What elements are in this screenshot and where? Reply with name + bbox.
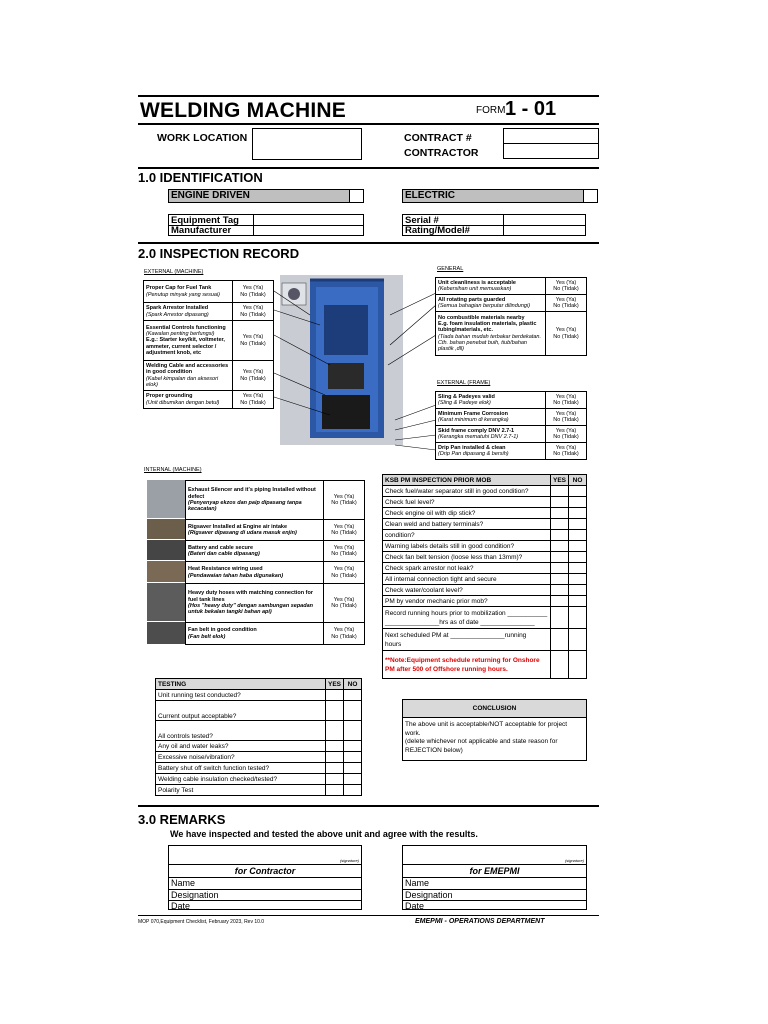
emepmi-date-field[interactable]: Date: [403, 900, 586, 912]
remarks-statement: We have inspected and tested the above unit and agree with the results.: [170, 829, 478, 839]
conclusion-line2: (delete whichever not applicable and state reason for REJECTION below): [405, 738, 558, 754]
equipment-tag-label: Equipment Tag: [171, 215, 239, 226]
testing-yes-cell[interactable]: [326, 701, 344, 721]
ksb-no-cell[interactable]: [569, 596, 587, 607]
emepmi-signature-block: [402, 845, 587, 910]
running-hours-line2: _______________hrs as of date _______________: [385, 618, 535, 626]
for-contractor-label: for Contractor: [169, 864, 361, 877]
testing-item: All controls tested?: [156, 721, 326, 741]
testing-no-cell[interactable]: [344, 752, 362, 763]
testing-item: Current output acceptable?: [156, 701, 326, 721]
conclusion-title: CONCLUSION: [403, 700, 586, 718]
ksb-item: PM by vendor mechanic prior mob?: [383, 596, 551, 607]
signature-caption: (signature): [564, 858, 584, 863]
ksb-title: KSB PM INSPECTION PRIOR MOB: [383, 475, 551, 486]
remarks-heading: 3.0 REMARKS: [138, 812, 226, 827]
testing-yes-cell[interactable]: [326, 785, 344, 796]
general-title: GENERAL: [437, 266, 464, 272]
testing-yes-cell[interactable]: [326, 721, 344, 741]
ksb-no-cell[interactable]: [569, 629, 587, 651]
ksb-item: Check water/coolant level?: [383, 585, 551, 596]
emepmi-designation-field[interactable]: Designation: [403, 889, 586, 901]
ksb-yes-cell[interactable]: [551, 497, 569, 508]
ksb-item: Check fuel/water separator still in good condition?: [383, 486, 551, 497]
contractor-signature-block: [168, 845, 362, 910]
running-hours-line1: Record running hours prior to mobilization ___________: [385, 609, 548, 617]
testing-no-cell[interactable]: [344, 701, 362, 721]
external-frame-title: EXTERNAL (FRAME): [437, 380, 491, 386]
testing-item: Excessive noise/vibration?: [156, 752, 326, 763]
ksb-yes-cell[interactable]: [551, 552, 569, 563]
testing-item: Welding cable insulation checked/tested?: [156, 774, 326, 785]
engine-driven-box[interactable]: [168, 189, 364, 203]
exhaust-photo: [147, 480, 185, 518]
external-frame-table: Sling & Padeyes valid (Sling & Padeye elok) Yes (Ya) No (Tidak) Minimum Frame Corrosion (Karat minimum di kerangka) Yes (Ya) No (Tidak) Skid frame comply DNV 2.7-1 (Kerangka mematuhi DNV 2.7-1) Yes (Ya) No (Tidak) Drip Pan installed & clean (Drip Pan dipasang & bersih) Yes (Ya) No (Tidak): [435, 391, 587, 460]
testing-no-cell[interactable]: [344, 690, 362, 701]
conclusion-box: [402, 699, 587, 761]
testing-title: TESTING: [156, 679, 326, 690]
ksb-item: Warning labels details still in good condition?: [383, 541, 551, 552]
ksb-no-cell[interactable]: [569, 552, 587, 563]
external-machine-title: EXTERNAL (MACHINE): [144, 269, 204, 275]
ksb-no-cell[interactable]: [569, 530, 587, 541]
ksb-no-cell[interactable]: [569, 508, 587, 519]
work-location-label: WORK LOCATION: [157, 132, 248, 144]
ksb-item: condition?: [383, 530, 551, 541]
ksb-yes-cell[interactable]: [551, 629, 569, 651]
emepmi-signature-field[interactable]: [403, 846, 586, 864]
rigsaver-photo: [147, 519, 185, 539]
testing-yes-cell[interactable]: [326, 763, 344, 774]
next-pm-line2: hours: [385, 640, 402, 648]
footer-right: EMEPMI - OPERATIONS DEPARTMENT: [415, 918, 545, 925]
testing-no-cell[interactable]: [344, 774, 362, 785]
ksb-yes-cell[interactable]: [551, 519, 569, 530]
battery-photo: [147, 540, 185, 560]
ksb-no-cell[interactable]: [569, 563, 587, 574]
electric-box[interactable]: [402, 189, 598, 203]
pointer-lines: [270, 285, 440, 465]
for-emepmi-label: for EMEPMI: [403, 864, 586, 877]
testing-yes-cell[interactable]: [326, 741, 344, 752]
external-machine-table: Proper Cap for Fuel Tank (Penutup minyak yang sesuai) Yes (Ya) No (Tidak) Spark Arrestor Installed (Spark Arrestor dipasang) Yes (Ya) No (Tidak) Essential Controls functioning (Kawalan penting berfungsi) E.g.: Starter key/kit, voltmeter, ammeter, current selector / adjustment knob, etc Yes (Ya) No (Tidak) Welding Cable and accessories in good condition (Kabel kimpalan dan aksesori elok) Yes (Ya) No (Tidak) Proper grounding (Unit dibumikan dengan betul) Yes (Ya) No (Tidak): [143, 280, 274, 409]
ksb-no-cell[interactable]: [569, 585, 587, 596]
ksb-no-cell[interactable]: [569, 541, 587, 552]
manufacturer-label: Manufacturer: [171, 225, 232, 236]
work-location-field[interactable]: [252, 128, 362, 160]
ksb-item: Check engine oil with dip stick?: [383, 508, 551, 519]
form-number: 1 - 01: [505, 98, 557, 120]
contractor-name-field[interactable]: Name: [169, 877, 361, 889]
emepmi-name-field[interactable]: Name: [403, 877, 586, 889]
contractor-field[interactable]: [503, 143, 599, 159]
testing-no-cell[interactable]: [344, 721, 362, 741]
equipment-tag-block: [168, 214, 364, 236]
ksb-no-cell[interactable]: [569, 519, 587, 530]
ksb-yes-cell[interactable]: [551, 530, 569, 541]
ksb-yes-cell[interactable]: [551, 607, 569, 629]
ksb-no-cell[interactable]: [569, 574, 587, 585]
testing-yes-cell[interactable]: [326, 774, 344, 785]
ksb-yes-cell[interactable]: [551, 563, 569, 574]
ksb-yes-cell[interactable]: [551, 486, 569, 497]
testing-no-cell[interactable]: [344, 763, 362, 774]
contractor-signature-field[interactable]: [169, 846, 361, 864]
internal-machine-table: Exhaust Silencer and it's piping Installed without defect (Penyenyap ekzos dan paip dipasang tanpa kecacatan) Yes (Ya) No (Tidak) Rigsaver Installed at Engine air intake (Rigsaver dipasang di udara masuk enjin) Yes (Ya) No (Tidak) Battery and cable secure (Bateri dan cable dipasang) Yes (Ya) No (Tidak) Heat Resistance wiring used (Pendawaian tahan haba digunakan) Yes (Ya) No (Tidak) Heavy duty hoses with matching connection for fuel tank lines (Hos "heavy duty" dengan sambungan sepadan untuk bekalan tangki bahan api) Yes (Ya) No (Tidak) Fan belt in good condition (Fan belt elok) Yes (Ya) No (Tidak): [185, 480, 365, 645]
note-line1: **Note:Equipment schedule returning for Onshore: [385, 656, 540, 664]
testing-item: Polarity Test: [156, 785, 326, 796]
internal-machine-title: INTERNAL (MACHINE): [144, 467, 202, 473]
fan-belt-photo: [147, 622, 185, 644]
serial-label: Serial #: [405, 215, 439, 226]
ksb-item: All internal connection tight and secure: [383, 574, 551, 585]
wiring-photo: [147, 561, 185, 582]
footer-left: MOP 070,Equipment Checklist, February 2023, Rev 10.0: [138, 919, 265, 925]
note-line2: PM after 500 of Offshore running hours.: [385, 665, 508, 673]
contractor-date-field[interactable]: Date: [169, 900, 361, 912]
testing-no-cell[interactable]: [344, 785, 362, 796]
electric-label: ELECTRIC: [405, 190, 455, 201]
inspection-heading: 2.0 INSPECTION RECORD: [138, 246, 300, 261]
ksb-item: Check spark arrestor not leak?: [383, 563, 551, 574]
engine-driven-label: ENGINE DRIVEN: [171, 190, 250, 201]
testing-item: Any oil and water leaks?: [156, 741, 326, 752]
ksb-no-cell[interactable]: [569, 497, 587, 508]
identification-heading: 1.0 IDENTIFICATION: [138, 170, 263, 185]
testing-item: Battery shut off switch function tested?: [156, 763, 326, 774]
hoses-photo: [147, 583, 185, 621]
testing-yes-cell[interactable]: [326, 690, 344, 701]
contract-field[interactable]: [503, 128, 599, 144]
serial-block: [402, 214, 586, 236]
ksb-no-cell[interactable]: [569, 486, 587, 497]
ksb-yes-cell[interactable]: [551, 508, 569, 519]
testing-table: TESTING YES NO Unit running test conducted? Current output acceptable? All controls tested? Any oil and water leaks? Excessive noise/vibration? Battery shut off switch function tested? Welding cable insulation checked/tested? Polarity Test: [155, 678, 362, 796]
contractor-designation-field[interactable]: Designation: [169, 889, 361, 901]
testing-item: Unit running test conducted?: [156, 690, 326, 701]
ksb-item: Check fuel level?: [383, 497, 551, 508]
rating-model-label: Rating/Model#: [405, 225, 470, 236]
ksb-pm-table: KSB PM INSPECTION PRIOR MOB YES NO Check fuel/water separator still in good condition? Check fuel level? Check engine oil with dip stick? Clean weld and battery terminals? condition? Warning labels details still in good condition? Check fan belt tension (loose less than 13mm)? Check spark arrestor not leak? All internal connection tight and secure Check water/coolant level? PM by vendor mechanic prior mob? Record running hours prior to mobilization ___________ _______________hrs as of date _______________ Next scheduled PM at _______________running hours **Note:Equipment schedule returning for Onshore PM after 500 of Offshore running hours.: [382, 474, 587, 679]
form-label: FORM: [476, 105, 506, 116]
general-table: Unit cleanliness is acceptable (Kebersihan unit memuaskan) Yes (Ya) No (Tidak) All rotating parts guarded (Semua bahagian berputar dilindungi) Yes (Ya) No (Tidak) No combustible materials nearby E.g. foam insulation materials, plastic tubing/materials, etc. (Tiada bahan mudah terbakar berdekatan. Cth. bahan penebat buih, tiub/bahan plastik ,dll) Yes (Ya) No (Tidak): [435, 277, 587, 356]
ksb-item: Check fan belt tension (loose less than 13mm)?: [383, 552, 551, 563]
ksb-no-cell[interactable]: [569, 607, 587, 629]
ksb-yes-cell[interactable]: [551, 585, 569, 596]
ksb-yes-cell[interactable]: [551, 596, 569, 607]
ksb-yes-cell[interactable]: [551, 574, 569, 585]
contract-label: CONTRACT #: [404, 132, 472, 144]
contractor-label: CONTRACTOR: [404, 147, 479, 159]
conclusion-line1: The above unit is acceptable/NOT acceptable for project work.: [405, 721, 568, 737]
page-title: WELDING MACHINE: [140, 99, 346, 122]
ksb-item: Clean weld and battery terminals?: [383, 519, 551, 530]
testing-no-cell[interactable]: [344, 741, 362, 752]
signature-caption: (signature): [339, 858, 359, 863]
ksb-yes-cell[interactable]: [551, 541, 569, 552]
next-pm-line1: Next scheduled PM at _______________running: [385, 631, 527, 639]
testing-yes-cell[interactable]: [326, 752, 344, 763]
